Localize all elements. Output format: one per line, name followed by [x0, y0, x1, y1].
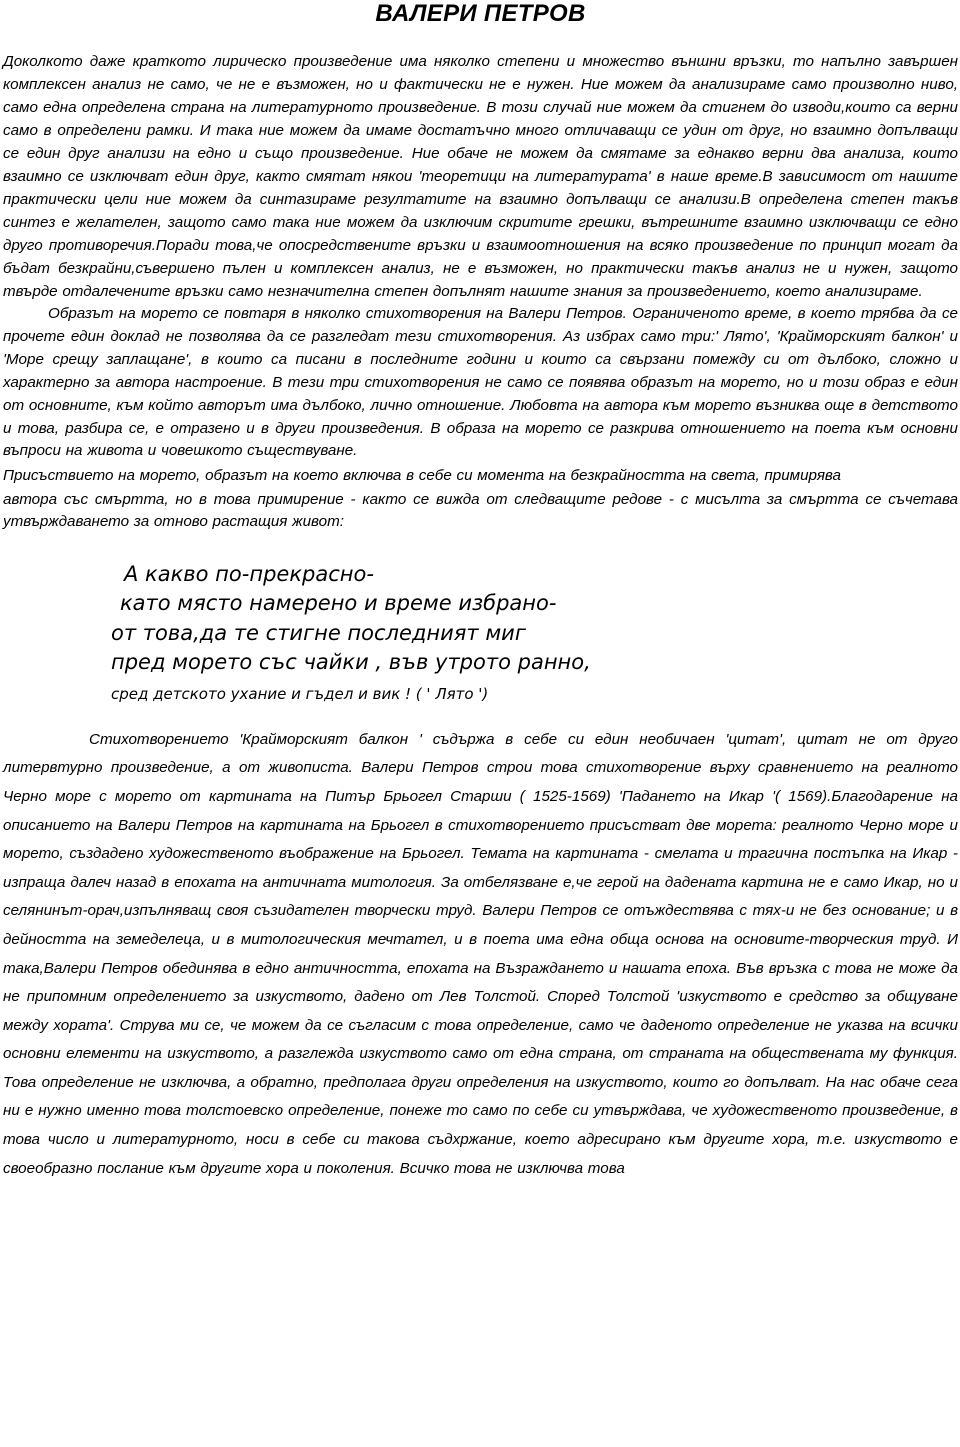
- paragraph-analysis: Доколкото даже краткото лирическо произведение има няколко степени и множество външни връзки, то напълно завършен комплексен анализ не само, че не е възможен, но и фактически не е нужен. Ние можем да анализираме само произволно ниво, само една определена страна на литературното произведение. В този случай ние можем да стигнем до изводи,които са верни само в определени рамки. И така ние можем да имаме достатъчно много отличаващи се удин от друг, но взаимно допълващи се един друг анализи на едно и също произведение. Ние обаче не можем да смятаме за еднакво верни два анализа, които взаимно се изключват един друг, както смятат някои 'теоретици на литературата' в наше време.В зависимост от нашите практически цели ние можем да синтазираме резултатите на взаимно допълващи се анализи.В определена степен такъв синтез е желателен, защото само така ние можем да изключим скритите грешки, вътрешните взаимно изключващи се едно друго противоречия.Поради това,че опосредствените връзки и взаимоотношения на всяко произведение по принцип могат да бъдат безкрайни,съвершено пълен и комплексен анализ, не е възможен, но практически такъв анализ не и нужен, защото твърде отдалечените връзки само незначителна степен допълнят нашите знания за произведението, което анализираме.: [3, 53, 958, 300]
- poem-line-source: сред детското ухание и гъдел и вик ! ( ' Лято '): [111, 684, 489, 703]
- document: [3, 0, 958, 1183]
- poem-line: А какво по-прекрасно-: [124, 561, 374, 586]
- paragraph-balcony: Стихотворението 'Крайморският балкон ' съдържа в себе си един необичаен 'цитат', цитат не от друго литервтурно произведение, а от живописта. Валери Петров строи това стихотворение върху сравнението на реалното Черно море с морето от картината на Питър Брьогел Старши ( 1525-1569) 'Падането на Икар '( 1569).Благодарение на описанието на Валери Петров на картината на Брьогел в стихотворението присъстват две морета: реалното Черно море и морето, създадено художественото въображение на Брьогел. Темата на картината - смелата и трагична постъпка на Икар - изпраща далеч назад в епохата на античната митология. За отбелязване е,че герой на дадената картина не е само Икар, но и селянинът-орач,изпълняващ своя съзидателен творчески труд. Валери Петров се отъждествява с тях-и не без основание; и в дейността на земеделеца, и в митологическия мечтател, и в поета има една обща основа на основите-творческия труд. И така,Валери Петров обединява в едно античността, епохата на Възраждането и нашата епоха. Във връзка с това не може да не припомним определението за изкуството, дадено от Лев Толстой. Според Толстой 'изкуството е средство за общуване между хората'. Струва ми се, че можем да се съгласим с това определение, само че даденото определение не указва на всички основни елементи на изкуството, а разглежда изкуството само от една страна, от страната на обществената му функция. Това определение не изключва, а обратно, предполага други определения на изкуството, които го допълват. На нас обаче сега ни е нужно именно това толстоевско определение, понеже то само по себе си утвърждава, че художественото произведение, в това число и литературното, носи в себе си такова съдхржание, което адресирано към другите хора, т.е. изкуството е своеобразно послание към другите хора и поколения. Всичко това не изключва това: [3, 730, 958, 1177]
- poem-line: като място намерено и време избрано-: [120, 591, 557, 616]
- paragraph-sea-image: Образът на морето се повтаря в няколко стихотворения на Валери Петров. Ограниченото време, в което трябва да се прочете един доклад не позволява да се разгледат тези стихотворения. Аз избрах само три:' Лято', 'Крайморският балкон' и 'Море срещу заплащане', в които са писани в последните години и които са свързани помежду си от дълбоко, сложно и характерно за автора настроение. В тези три стихотворения не само се появява образът на морето, но и този образ е един от основните, към който авторът има дълбоко, лично отношение. Любовта на автора към морето възниква още в детството и това, разбира се, е отразено и в други произведения. В образа на морето се разкрива отношението на поета към основни въпроси на живота и човешкото съществуване.: [3, 305, 958, 460]
- paragraph-reconciliation: автора със смъртта, но в това примирение - както се вижда от следващите редове - с мисълта за смъртта се съчетава утвърждаването за отново растащия живот:: [3, 490, 958, 531]
- poem-line: от това,да те стигне последният миг: [111, 620, 526, 645]
- document-title: ВАЛЕРИ ПЕТРОВ: [375, 0, 586, 27]
- paragraph-sea-presence: Присъствието на морето, образът на което включва в себе си момента на безкрайността на света, примирява: [3, 467, 841, 485]
- poem-quote: [111, 560, 958, 704]
- poem-line: пред морето със чайки , във утрото ранно,: [111, 650, 591, 675]
